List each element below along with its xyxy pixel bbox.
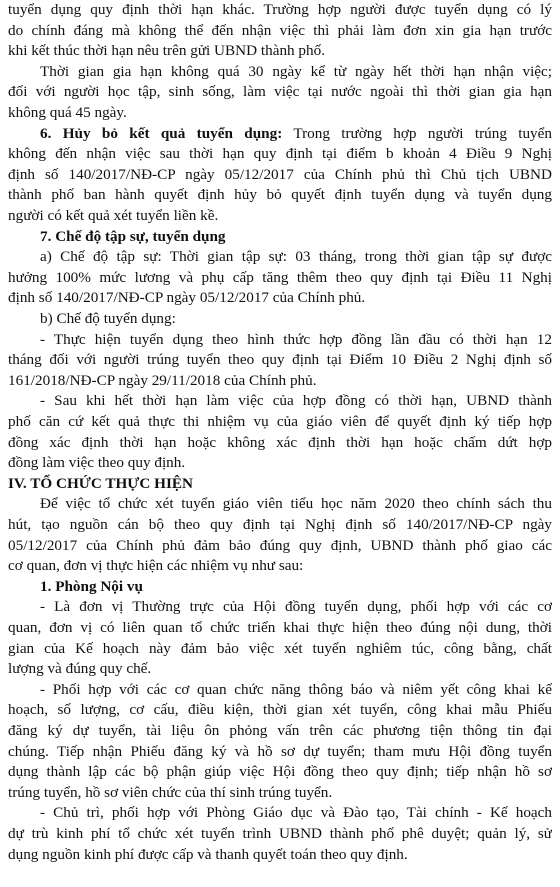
text-line: đối với người học tập, sinh sống, làm việc tại nước ngoài thì thời gian gia hạn: [8, 83, 552, 101]
section-heading: 7. Chế độ tập sự, tuyển dụng: [40, 227, 226, 245]
text-line: do chính đáng mà không thể đến nhận việc thì phải làm đơn xin gia hạn trước: [8, 21, 552, 39]
text-line: 161/2018/NĐ-CP ngày 29/11/2018 của Chính phủ.: [8, 371, 317, 389]
text-line: a) Chế độ tập sự: Thời gian tập sự: 03 tháng, trong thời gian tập sự được: [40, 248, 552, 266]
inline-heading: 6. Hủy bỏ kết quả tuyển dụng:: [40, 124, 283, 142]
text-line: - Là đơn vị Thường trực của Hội đồng tuyển dụng, phối hợp với các cơ: [40, 598, 552, 616]
text-line: 05/12/2017 của Chính phủ đảm bảo đúng quy định, UBND thành phố giao các: [8, 536, 552, 554]
text-line: đăng ký dự tuyển, tài liệu ôn phỏng vấn trên các phương tiện thông tin đại: [8, 722, 552, 739]
text-line: gian của Kế hoạch này đảm bảo việc xét tuyển nghiêm túc, công bằng, chất: [8, 639, 552, 657]
text-line: định số 140/2017/NĐ-CP ngày 05/12/2017 của Chính phủ thì Chủ tịch UBND: [8, 165, 552, 183]
section-heading: 1. Phòng Nội vụ: [40, 577, 143, 595]
text-line: b) Chế độ tuyển dụng:: [40, 310, 176, 327]
text-line: Để việc tổ chức xét tuyển giáo viên tiểu học năm 2020 theo chính sách thu: [40, 495, 552, 513]
text-line: cơ quan, đơn vị thực hiện các nhiệm vụ như sau:: [8, 557, 304, 575]
text-line: khi kết thúc thời hạn nêu trên gửi UBND thành phố.: [8, 42, 326, 60]
text-line: trúng tuyển, hồ sơ viên chức của thí sinh trúng tuyển.: [8, 783, 333, 801]
text-line: chúng. Tiếp nhận Phiếu đăng ký và hồ sơ dự tuyển; tham mưu Hội đồng tuyển: [8, 742, 552, 760]
text-line: 6. Hủy bỏ kết quả tuyển dụng: Trong trường hợp người trúng tuyển: [40, 124, 552, 142]
text-line: lượng và đúng quy chế.: [8, 660, 152, 678]
text-line: đồng làm việc theo quy định.: [8, 454, 186, 472]
section-heading: IV. TỔ CHỨC THỰC HIỆN: [8, 474, 193, 492]
text-line: tháng đối với người trúng tuyển theo quy định tại Điểm 10 Điều 2 Nghị định số: [8, 351, 552, 369]
text-line: hút, tạo nguồn cán bộ theo quy định tại Nghị định số 140/2017/NĐ-CP ngày: [8, 516, 552, 533]
text-line: phố căn cứ kết quả thực thi nhiệm vụ của giáo viên để quyết định ký tiếp hợp: [8, 413, 552, 430]
text-line: đồng xác định thời hạn hoặc không xác định thời hạn hoặc chấm dứt hợp: [8, 433, 552, 451]
text-line: dụng nguồn kinh phí được cấp và thanh quyết toán theo quy định.: [8, 845, 408, 863]
text-line: dự trù kinh phí tổ chức xét tuyển trình UBND thành phố phê duyệt; quản lý, sử: [8, 825, 552, 842]
text-line: không đến nhận việc sau thời hạn quy định tại điểm b khoản 4 Điều 9 Nghị: [8, 145, 552, 163]
text-line: tuyển dụng quy định thời hạn khác. Trường hợp người được tuyển dụng có lý: [8, 1, 552, 18]
text-line: thành phố ban hành quyết định hủy bỏ quyết định tuyển dụng và tuyển dụng: [8, 186, 552, 204]
text-line: hoạch, số lượng, cơ cấu, điều kiện, thời gian xét tuyển, công khai mẫu Phiếu: [8, 701, 552, 719]
text-line: người có kết quả xét tuyển liền kề.: [8, 207, 219, 224]
text-line: Thời gian gia hạn không quá 30 ngày kể từ ngày hết thời hạn nhận việc;: [40, 62, 552, 80]
text-line: dụng thành lập các bộ phận giúp việc Hội đồng theo quy định; tiếp nhận hồ sơ: [8, 763, 552, 781]
text-line: - Chủ trì, phối hợp với Phòng Giáo dục và Đào tạo, Tài chính - Kế hoạch: [40, 804, 552, 822]
text-line: - Thực hiện tuyển dụng theo hình thức hợp đồng lần đầu có thời hạn 12: [40, 330, 552, 348]
text-line: không quá 45 ngày.: [8, 104, 127, 121]
text-line: định số 140/2017/NĐ-CP ngày 05/12/2017 của Chính phủ.: [8, 289, 366, 307]
text-line: quan, đơn vị có liên quan tổ chức triển khai thực hiện theo đúng nội dung, thời: [8, 619, 552, 636]
text-line: hưởng 100% mức lương và phụ cấp tăng thêm theo quy định tại Điều 11 Nghị: [8, 268, 552, 286]
text-line: - Phối hợp với các cơ quan chức năng thông báo và niêm yết công khai kế: [40, 680, 552, 698]
text-line: - Sau khi hết thời hạn làm việc của hợp đồng có thời hạn, UBND thành: [40, 392, 552, 410]
